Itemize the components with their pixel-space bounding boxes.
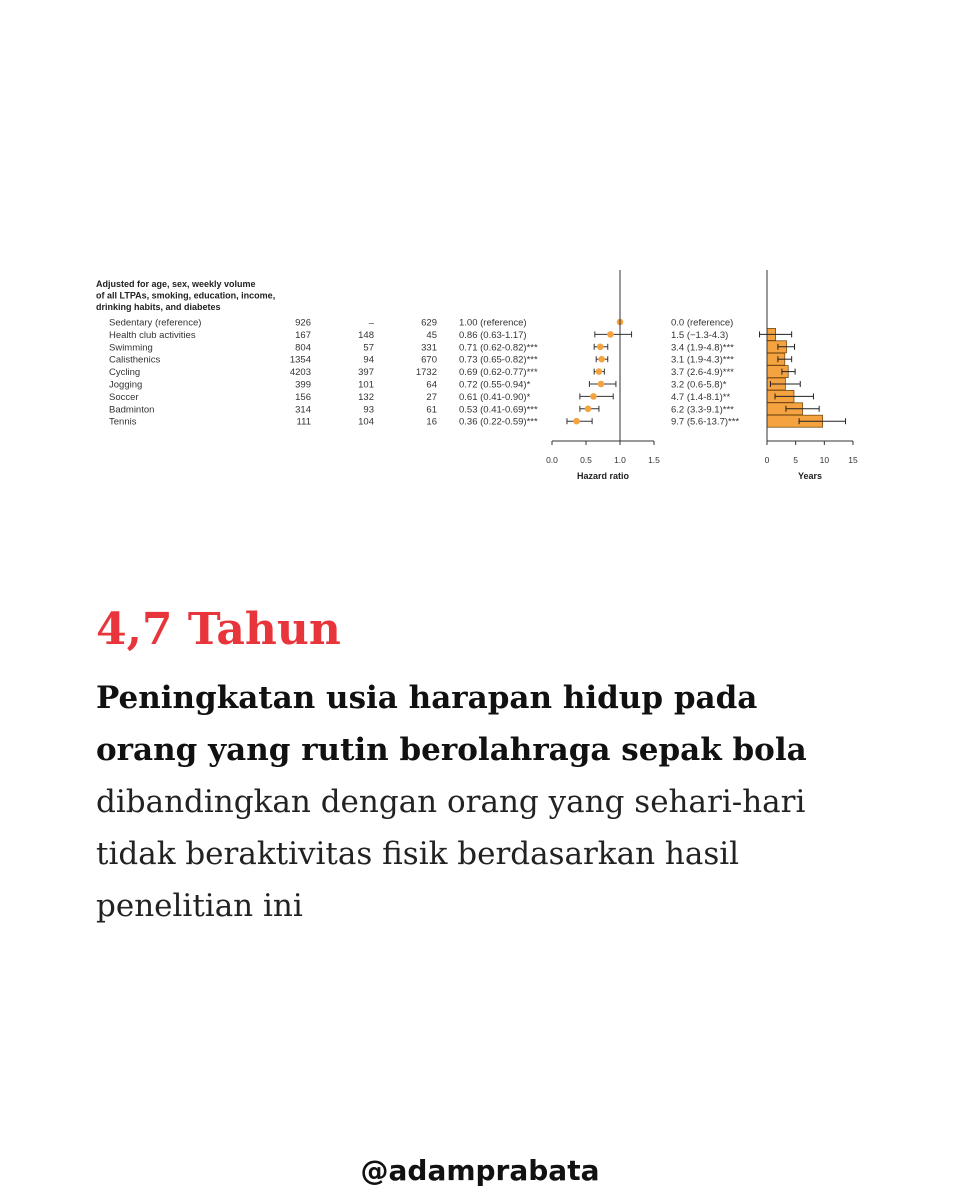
years-tick-label: 15 [848,455,858,465]
row-hr-text: 0.53 (0.41-0.69)*** [459,404,538,416]
years-tick-label: 5 [793,455,799,465]
row-col3-value: 61 [426,404,437,416]
row-years-text: 9.7 (5.6-13.7)*** [671,416,740,428]
row-years-text: 3.2 (0.6-5.8)* [671,379,727,391]
hr-axis-title: Hazard ratio [576,471,630,481]
table-title-line: drinking habits, and diabetes [96,302,221,312]
years-tick-label: 10 [819,455,830,465]
hr-point [585,406,592,413]
body-line-2: tidak beraktivitas fisik berdasarkan hasil [96,836,740,872]
row-activity-label: Health club activities [109,329,196,341]
row-col1-value: 804 [295,342,311,354]
row-activity-label: Soccer [109,391,139,403]
row-col2-value: 93 [363,404,374,416]
years-axis-title: Years [797,471,823,481]
hr-point [607,331,614,338]
row-col1-value: 4203 [289,367,311,379]
hr-tick-label: 0.5 [580,455,592,465]
row-hr-text: 0.69 (0.62-0.77)*** [459,367,538,379]
row-col3-value: 670 [421,354,437,366]
row-years-text: 0.0 (reference) [671,317,734,329]
row-activity-label: Calisthenics [109,354,161,366]
hr-point [598,381,605,388]
body-bold-line-1: Peningkatan usia harapan hidup pada [96,680,758,716]
row-years-text: 3.4 (1.9-4.8)*** [671,342,734,354]
row-col1-value: 1354 [289,354,311,366]
row-hr-text: 0.72 (0.55-0.94)* [459,379,531,391]
row-col3-value: 1732 [415,367,437,379]
row-col2-value: 104 [358,416,374,428]
row-col3-value: 331 [421,342,437,354]
row-col1-value: 926 [295,317,311,329]
row-activity-label: Badminton [109,404,155,416]
row-years-text: 3.7 (2.6-4.9)*** [671,367,734,379]
row-col1-value: 314 [295,404,311,416]
hr-point [597,344,604,351]
row-hr-text: 0.36 (0.22-0.59)*** [459,416,538,428]
hr-point [596,368,603,375]
row-years-text: 1.5 (−1.3-4.3) [671,329,729,341]
row-activity-label: Sedentary (reference) [109,317,202,329]
hr-point [573,418,580,425]
table-title-line: Adjusted for age, sex, weekly volume [96,279,256,289]
row-col2-value: 101 [358,379,374,391]
row-hr-text: 0.86 (0.63-1.17) [459,329,527,341]
hr-tick-label: 1.0 [614,455,626,465]
row-col1-value: 167 [295,329,311,341]
hr-point [590,393,597,400]
row-col3-value: 629 [421,317,437,329]
body-line-3: penelitian ini [96,888,303,924]
row-col3-value: 16 [426,416,437,428]
body-text [96,672,896,932]
row-years-text: 3.1 (1.9-4.3)*** [671,354,734,366]
row-col3-value: 27 [426,391,437,403]
hr-point [598,356,605,363]
row-col3-value: 64 [426,379,437,391]
row-years-text: 6.2 (3.3-9.1)*** [671,404,734,416]
row-col1-value: 156 [295,391,311,403]
hr-tick-label: 1.5 [648,455,660,465]
row-activity-label: Jogging [109,379,143,391]
author-handle: @adamprabata [360,1154,600,1187]
row-col1-value: 111 [296,416,311,428]
headline: 4,7 Tahun [96,604,341,655]
body-bold-line-2: orang yang rutin berolahraga sepak bola [96,732,807,768]
row-years-text: 4.7 (1.4-8.1)** [671,391,731,403]
years-tick-label: 0 [764,455,770,465]
row-hr-text: 1.00 (reference) [459,317,527,329]
forest-chart [0,0,960,560]
row-col2-value: 132 [358,391,374,403]
row-col2-value: – [368,317,374,329]
row-activity-label: Cycling [109,367,141,379]
row-col2-value: 94 [363,354,374,366]
row-col2-value: 57 [363,342,374,354]
row-hr-text: 0.73 (0.65-0.82)*** [459,354,538,366]
row-col1-value: 399 [295,379,311,391]
row-col2-value: 397 [358,367,374,379]
body-line-1: dibandingkan dengan orang yang sehari-hari [96,784,806,820]
row-activity-label: Swimming [109,342,153,354]
row-activity-label: Tennis [109,416,137,428]
row-hr-text: 0.61 (0.41-0.90)* [459,391,531,403]
row-col2-value: 148 [358,329,374,341]
row-col3-value: 45 [426,329,437,341]
table-title-line: of all LTPAs, smoking, education, income, [96,290,276,301]
row-hr-text: 0.71 (0.62-0.82)*** [459,342,538,354]
hr-tick-label: 0.0 [546,455,558,465]
